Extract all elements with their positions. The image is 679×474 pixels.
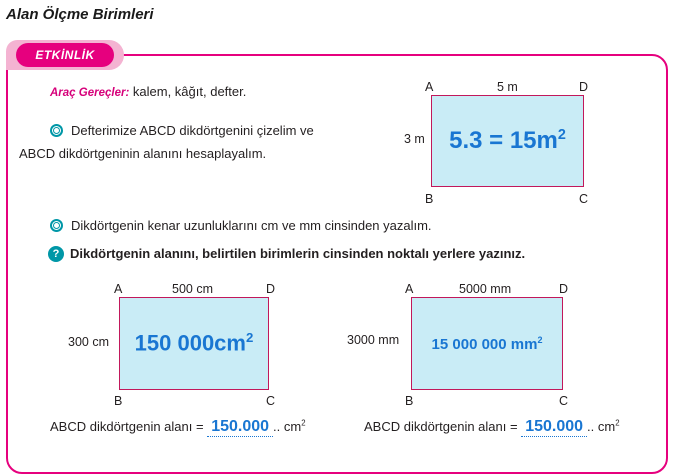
target-icon bbox=[50, 219, 63, 232]
area-answer: 150 $000cm^2$ bbox=[134, 330, 254, 356]
step2-text: Dikdörtgenin kenar uzunluklarını cm ve mm cinsinden yazalım. bbox=[71, 218, 432, 233]
vertex-d-label: D bbox=[579, 80, 589, 94]
result-line-cm: ABCD dikdörtgenin alanı = 150.000 .. $cm^2$ bbox=[50, 418, 306, 435]
vertex-c-label: C bbox=[579, 192, 589, 206]
width-label: 500 cm bbox=[172, 282, 213, 296]
target-icon bbox=[50, 124, 63, 137]
question-icon: ? bbox=[48, 246, 64, 262]
rectangle-abcd-mm bbox=[411, 297, 563, 390]
vertex-b-label: B bbox=[405, 394, 414, 408]
height-label: 3 m bbox=[404, 132, 425, 146]
vertex-b-label: B bbox=[114, 394, 123, 408]
height-label: 300 cm bbox=[68, 335, 109, 349]
step1-line1: Defterimize ABCD dikdörtgenini çizelim ve bbox=[71, 123, 314, 138]
step3-text: Dikdörtgenin alanını, belirtilen birimlerin cinsinden noktalı yerlere yazınız. bbox=[70, 246, 526, 261]
vertex-d-label: D bbox=[266, 282, 276, 296]
vertex-c-label: C bbox=[266, 394, 276, 408]
area-answer: 15 000 000 $mm^2$ bbox=[431, 334, 543, 353]
vertex-a-label: A bbox=[114, 282, 123, 296]
step1-line2: ABCD dikdörtgeninin alanını hesaplayalım. bbox=[19, 146, 267, 161]
vertex-a-label: A bbox=[405, 282, 414, 296]
vertex-b-label: B bbox=[425, 192, 434, 206]
materials-line bbox=[50, 84, 246, 99]
width-label: 5000 mm bbox=[459, 282, 512, 296]
width-label: 5 m bbox=[497, 80, 518, 94]
answer-blank: 150.000 bbox=[207, 418, 273, 437]
rectangle-abcd-cm bbox=[119, 297, 269, 390]
vertex-a-label: A bbox=[425, 80, 434, 94]
activity-label: ETKİNLİK bbox=[16, 43, 114, 67]
materials-label: Araç Gereçler: bbox=[50, 87, 130, 99]
height-label: 3000 mm bbox=[347, 333, 400, 347]
vertex-c-label: C bbox=[559, 394, 569, 408]
area-answer: $5.3 = 15m^2$ bbox=[449, 127, 566, 154]
answer-blank: 150.000 bbox=[521, 418, 587, 437]
vertex-d-label: D bbox=[559, 282, 569, 296]
rectangle-abcd bbox=[431, 95, 584, 187]
page-title: Alan Ölçme Birimleri bbox=[6, 6, 154, 23]
result-line-mm: ABCD dikdörtgenin alanı = 150.000 .. $cm^2$ bbox=[364, 418, 620, 435]
materials-text: kalem, kâğıt, defter. bbox=[132, 84, 247, 99]
